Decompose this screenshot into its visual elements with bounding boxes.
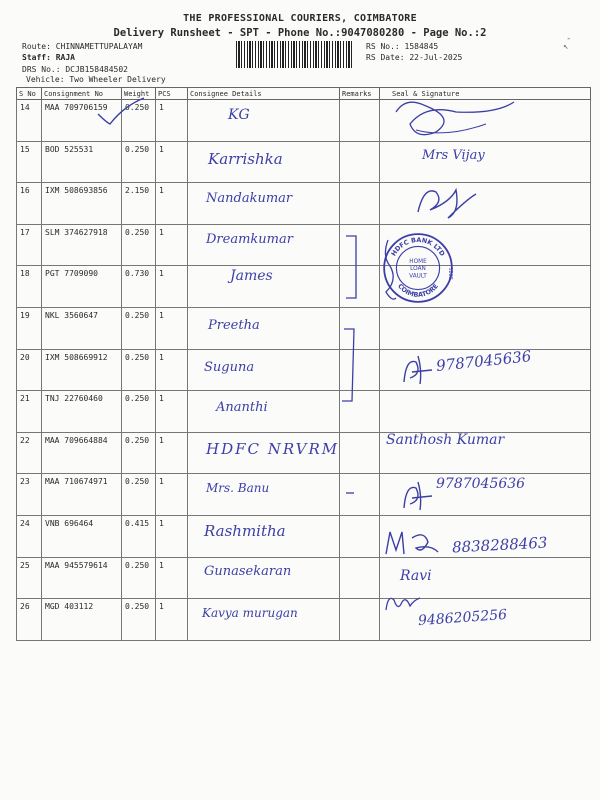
signature-scribble — [398, 478, 434, 514]
consignment-cell: MAA 709706159 — [42, 100, 122, 142]
remarks-cell — [340, 183, 380, 225]
pcs-cell: 1 — [156, 183, 188, 225]
consignee-hw-22: HDFC NRVRM — [206, 440, 340, 458]
runsheet-subtitle: Delivery Runsheet - SPT - Phone No.:9047080280 - Page No.:2 — [113, 27, 487, 39]
consignee-hw-21: Ananthi — [216, 400, 268, 415]
pcs-cell: 1 — [156, 557, 188, 599]
signature-23: 9787045636 — [436, 476, 526, 492]
table-row — [17, 307, 591, 349]
consignment-cell: BOD 525531 — [42, 141, 122, 183]
consignment-cell: MAA 945579614 — [42, 557, 122, 599]
table-row — [17, 391, 591, 433]
pcs-cell: 1 — [156, 515, 188, 557]
signature-cell — [380, 307, 591, 349]
consignment-cell: SLM 374627918 — [42, 224, 122, 266]
remarks-dash — [344, 490, 358, 496]
weight-cell: 0.250 — [122, 141, 156, 183]
sno-cell: 21 — [17, 391, 42, 433]
remarks-cell — [340, 432, 380, 474]
signature-26: 9486205256 — [417, 606, 508, 630]
signature-scribble — [410, 182, 480, 222]
pcs-cell: 1 — [156, 224, 188, 266]
weight-cell: 0.250 — [122, 100, 156, 142]
check-mark-icon — [96, 96, 146, 126]
rs-date: RS Date: 22-Jul-2025 — [366, 53, 463, 62]
corner-mark: - — [566, 34, 572, 44]
consignment-cell: NKL 3560647 — [42, 307, 122, 349]
sno-cell: 25 — [17, 557, 42, 599]
signature-20: 9787045636 — [435, 347, 533, 375]
table-row — [17, 141, 591, 183]
sno-cell: 17 — [17, 224, 42, 266]
consignee-hw-14: KG — [228, 107, 250, 123]
consignee-hw-20: Suguna — [204, 360, 255, 375]
svg-text:COIMBATORE — [396, 282, 440, 299]
pcs-cell: 1 — [156, 432, 188, 474]
weight-cell: 0.250 — [122, 557, 156, 599]
seal-center-1: HOME — [409, 258, 427, 265]
barcode — [236, 41, 352, 68]
signature-cell — [380, 391, 591, 433]
sno-cell: 26 — [17, 599, 42, 641]
weight-cell: 0.415 — [122, 515, 156, 557]
sno-cell: 14 — [17, 100, 42, 142]
signature-scribble — [398, 352, 434, 388]
sno-cell: 18 — [17, 266, 42, 308]
pcs-cell: 1 — [156, 100, 188, 142]
weight-cell: 0.250 — [122, 599, 156, 641]
consignee-hw-15: Karrishka — [208, 150, 283, 168]
consignment-cell: VNB 696464 — [42, 515, 122, 557]
consignee-hw-24: Rashmitha — [204, 522, 286, 540]
pcs-cell: 1 — [156, 391, 188, 433]
table-row — [17, 266, 591, 308]
signature-cell — [380, 141, 591, 183]
signature-15: Mrs Vijay — [422, 148, 485, 163]
vehicle-label: Vehicle: Two Wheeler Delivery — [26, 75, 166, 84]
col-weight: Weight — [122, 88, 156, 100]
sno-cell: 20 — [17, 349, 42, 391]
consignment-cell: MAA 709664884 — [42, 432, 122, 474]
rs-number: RS No.: 1584845 — [366, 42, 439, 51]
sno-cell: 15 — [17, 141, 42, 183]
remarks-cell — [340, 599, 380, 641]
weight-cell: 2.150 — [122, 183, 156, 225]
weight-cell: 0.730 — [122, 266, 156, 308]
signature-25: Ravi — [400, 568, 432, 584]
weight-cell: 0.250 — [122, 307, 156, 349]
signature-scribble — [386, 94, 526, 142]
signature-22: Santhosh Kumar — [386, 432, 505, 448]
table-row — [17, 557, 591, 599]
pcs-cell: 1 — [156, 141, 188, 183]
col-pcs: PCS — [156, 88, 188, 100]
seal-center-3: VAULT — [409, 273, 427, 280]
consignment-cell: IXM 508693856 — [42, 183, 122, 225]
col-signature: Seal & Signature — [380, 88, 591, 100]
consignment-cell: MAA 710674971 — [42, 474, 122, 516]
consignee-hw-26: Kavya murugan — [202, 606, 298, 620]
remarks-bracket — [338, 325, 362, 405]
remarks-cell — [340, 141, 380, 183]
consignee-hw-23: Mrs. Banu — [206, 481, 270, 495]
pcs-cell: 1 — [156, 307, 188, 349]
weight-cell: 0.250 — [122, 349, 156, 391]
remarks-cell — [340, 100, 380, 142]
consignee-hw-16: Nandakumar — [206, 191, 293, 206]
weight-cell: 0.250 — [122, 224, 156, 266]
sno-cell: 19 — [17, 307, 42, 349]
col-sno: S No — [17, 88, 42, 100]
corner-arrow-icon: ↖ — [563, 42, 569, 52]
seal-top-text: HDFC BANK LTD — [389, 236, 447, 258]
sno-cell: 23 — [17, 474, 42, 516]
consignee-hw-19: Preetha — [208, 318, 260, 333]
consignment-cell: PGT 7709090 — [42, 266, 122, 308]
pcs-cell: 1 — [156, 599, 188, 641]
pcs-cell: 1 — [156, 349, 188, 391]
consignment-cell: MGD 403112 — [42, 599, 122, 641]
signature-scribble — [382, 526, 442, 558]
weight-cell: 0.250 — [122, 391, 156, 433]
col-consignee: Consignee Details — [188, 88, 340, 100]
remarks-bracket — [340, 232, 364, 302]
pcs-cell: 1 — [156, 266, 188, 308]
pcs-cell: 1 — [156, 474, 188, 516]
seal-center-2: LOAN — [410, 266, 426, 273]
consignee-hw-25: Gunasekaran — [204, 564, 292, 579]
weight-cell: 0.250 — [122, 432, 156, 474]
hdfc-bank-seal — [382, 232, 454, 304]
consignee-hw-17: Dreamkumar — [206, 232, 293, 247]
sno-cell: 22 — [17, 432, 42, 474]
col-consignment: Consignment No — [42, 88, 122, 100]
seal-bottom-text: COIMBATORE — [396, 282, 440, 299]
consignment-cell: TNJ 22760460 — [42, 391, 122, 433]
svg-text:HDFC BANK LTD — [390, 236, 447, 258]
company-title: THE PROFESSIONAL COURIERS, COIMBATORE — [183, 13, 417, 24]
route-label: Route: CHINNAMETTUPALAYAM — [22, 42, 143, 51]
table-row — [17, 224, 591, 266]
sno-cell: 24 — [17, 515, 42, 557]
signature-24: 8838288463 — [451, 533, 548, 557]
remarks-cell — [340, 515, 380, 557]
consignee-cell — [188, 100, 340, 142]
sno-cell: 16 — [17, 183, 42, 225]
table-row — [17, 183, 591, 225]
consignee-hw-18: James — [230, 268, 273, 284]
staff-label: Staff: RAJA — [22, 53, 75, 62]
consignment-cell: IXM 508669912 — [42, 349, 122, 391]
col-remarks: Remarks — [340, 88, 380, 100]
remarks-cell — [340, 557, 380, 599]
weight-cell: 0.250 — [122, 474, 156, 516]
drs-number: DRS No.: DCJB158484502 — [22, 65, 128, 74]
seal-code: 1225 — [446, 267, 453, 281]
